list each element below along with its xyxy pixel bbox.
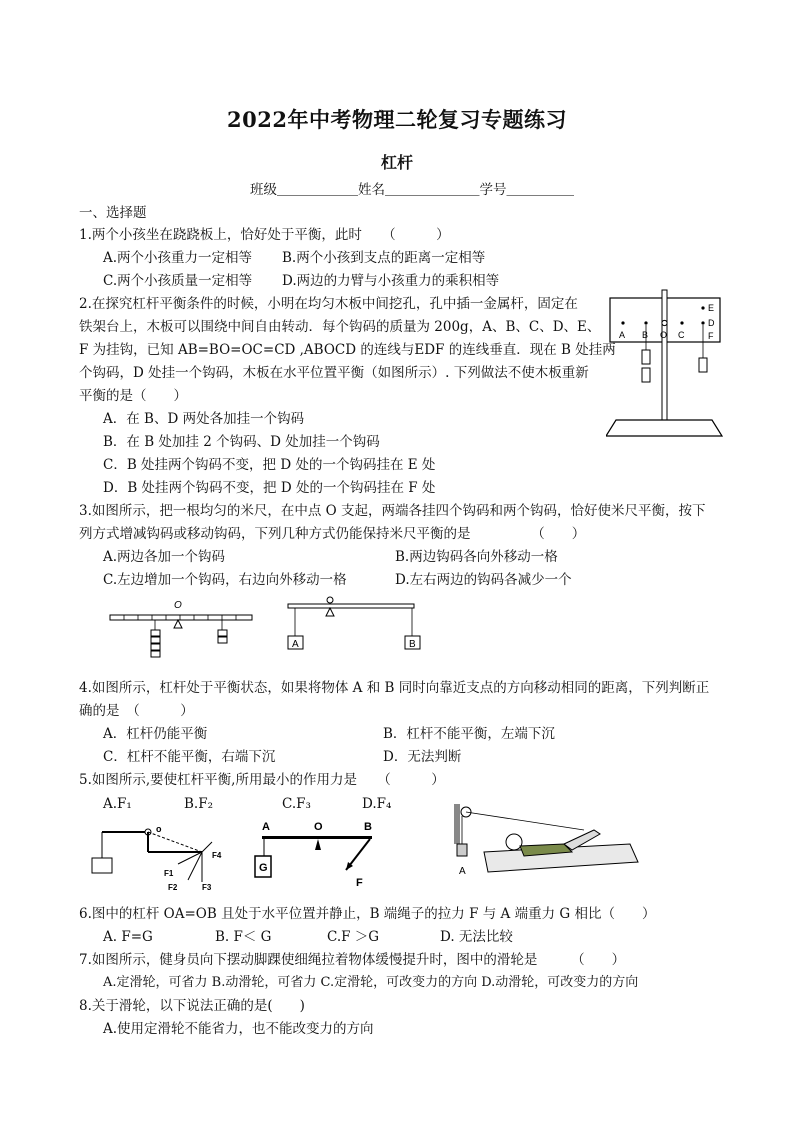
fulcrum-o (315, 839, 321, 850)
hook-b-dot (644, 321, 647, 324)
weight-d (699, 358, 707, 372)
arrow-f2 (188, 852, 202, 880)
weight-b-2 (642, 368, 650, 382)
q6-option-b: B. F＜ G (215, 929, 272, 945)
q3-option-a: A.两边各加一个钩码 (103, 549, 226, 565)
q5-option-c: C.F₃ (282, 796, 311, 812)
right-weight-2 (218, 637, 227, 643)
weight-g-label: G (259, 862, 268, 874)
q2-option-b: B．在 B 处加挂 2 个钩码、D 处加挂一个钩码 (103, 434, 380, 450)
q3-option-b: B.两边钩码各向外移动一格 (395, 549, 558, 565)
q1-option-c: C.两个小孩质量一定相等 (103, 273, 253, 289)
pivot-circle (327, 597, 333, 603)
lever-bar (288, 604, 414, 608)
q2-line-5: 平衡的是（ ） (79, 388, 187, 404)
label-b: B (642, 330, 649, 340)
pivot-triangle (174, 620, 182, 628)
label-f: F (708, 331, 714, 341)
hook-c-dot (680, 321, 683, 324)
left-weight-3 (151, 644, 160, 650)
left-weight-2 (151, 637, 160, 643)
q5-stem: 5.如图所示,要使杠杆平衡,所用最小的作用力是 （ ） (79, 772, 445, 788)
f2-label: F2 (168, 883, 178, 892)
student-info-line: 班级＿＿＿＿＿＿姓名＿＿＿＿＿＿＿学号＿＿＿＿＿ (250, 182, 574, 198)
hook-e-dot (701, 306, 704, 309)
force-f-label: F (356, 877, 363, 889)
q7-options: A.定滑轮，可省力 B.动滑轮，可省力 C.定滑轮，可改变力的方向 D.动滑轮，可改变力的方向 (103, 975, 639, 990)
q2-option-d: D．B 处挂两个钩码不变，把 D 处的一个钩码挂在 F 处 (103, 480, 436, 496)
block-b-label: B (409, 639, 416, 650)
q2-line-2: 铁架台上，木板可以围绕中间自由转动．每个钩码的质量为 200g，A、B、C、D、E、 (79, 319, 601, 335)
page-title: 2022年中考物理二轮复习专题练习 (227, 107, 567, 132)
q4-option-d: D．无法判断 (383, 749, 462, 765)
q6-option-a: A. F=G (103, 929, 153, 945)
point-a-label: A (262, 821, 270, 833)
weight-a-label: A (459, 866, 466, 877)
q7-stem: 7.如图所示，健身员向下摆动脚踝使细绳拉着物体缓慢提升时，图中的滑轮是 （ ） (79, 952, 626, 968)
q1-option-d: D.两边的力臂与小孩重力的乘积相等 (282, 273, 500, 289)
pivot-o-dot (662, 320, 667, 325)
label-e: E (708, 303, 715, 313)
q4-lever-figure (284, 592, 428, 656)
page-subtitle: 杠杆 (380, 153, 413, 172)
q2-option-a: A．在 B、D 两处各加挂一个钩码 (103, 411, 305, 427)
q4-line-2: 确的是 （ ） (79, 703, 194, 719)
lever-aob (262, 836, 372, 839)
point-b-label: B (364, 821, 372, 833)
right-weight-1 (218, 630, 227, 636)
q7-pulley-person-figure (454, 800, 640, 880)
stand-base (606, 420, 722, 436)
label-d: D (708, 318, 715, 328)
pivot-o-label: O (174, 600, 182, 611)
q3-option-d: D.左右两边的钩码各减少一个 (395, 572, 572, 588)
q5-bent-lever-figure (90, 818, 230, 898)
q6-stem: 6.图中的杠杆 OA=OB 且处于水平位置并静止，B 端绳子的拉力 F 与 A 端重力 G 相比（ ） (79, 906, 656, 922)
meter-stick (110, 615, 252, 620)
q3-line-1: 3.如图所示，把一根均匀的米尺，在中点 O 支起，两端各挂四个钩码和两个钩码，恰好使米尺平衡，按下 (79, 503, 706, 519)
dashed-line (148, 832, 202, 852)
pivot-o-label: o (156, 824, 162, 834)
label-o: O (660, 330, 668, 340)
hook-d-dot (701, 321, 704, 324)
q3-option-c: C.左边增加一个钩码，右边向外移动一格 (103, 572, 347, 588)
q8-stem: 8.关于滑轮，以下说法正确的是( ) (79, 998, 305, 1014)
q1-option-a: A.两个小孩重力一定相等 (103, 250, 253, 266)
metal-rod (662, 290, 667, 420)
fulcrum (326, 608, 334, 616)
q3-line-2: 列方式增减钩码或移动钩码，下列几种方式仍能保持米尺平衡的是 （ ） (79, 526, 586, 542)
q5-option-a: A.F₁ (103, 796, 132, 812)
arrow-f1 (178, 852, 202, 864)
q2-line-4: 个钩码，D 处挂一个钩码，木板在水平位置平衡（如图所示）. 下列做法不使木板重新 (79, 365, 589, 381)
q3-meter-stick-figure (108, 598, 258, 666)
left-weight-4 (151, 651, 160, 657)
q2-line-1: 2.在探究杠杆平衡条件的时候，小明在均匀木板中间挖孔，孔中插一金属杆，固定在 (79, 296, 578, 312)
q1-option-b: B.两个小孩到支点的距离一定相等 (282, 250, 486, 266)
weight-b-1 (642, 350, 650, 364)
point-o-label: O (314, 821, 323, 833)
f1-label: F1 (164, 869, 174, 878)
q1-stem: 1.两个小孩坐在跷跷板上，恰好处于平衡，此时 （ ） (79, 227, 450, 243)
q8-option-a: A.使用定滑轮不能省力，也不能改变力的方向 (103, 1021, 374, 1037)
q6-option-d: D. 无法比较 (440, 929, 513, 945)
left-weight-1 (151, 630, 160, 636)
hanging-weight (92, 858, 112, 873)
q6-lever-figure (248, 818, 388, 894)
rope-to-foot (466, 812, 584, 830)
q2-option-c: C．B 处挂两个钩码不变，把 D 处的一个钩码挂在 E 处 (103, 457, 436, 473)
block-a-label: A (292, 639, 299, 650)
section-heading: 一、选择题 (79, 205, 147, 221)
q2-lever-board-figure (606, 286, 726, 456)
f3-label: F3 (202, 883, 212, 892)
hook-a-dot (621, 321, 624, 324)
q4-line-1: 4.如图所示，杠杆处于平衡状态，如果将物体 A 和 B 同时向靠近支点的方向移动相同的距离，下列判断正 (79, 680, 710, 696)
person-head (506, 834, 522, 850)
label-a: A (619, 330, 626, 340)
q2-line-3: F 为挂钩，已知 AB=BO=OC=CD ,ABOCD 的连线与EDF 的连线垂直．现在 B 处挂两 (79, 342, 616, 358)
wall-bracket (454, 804, 460, 844)
q5-option-b: B.F₂ (184, 796, 213, 812)
label-c: C (678, 330, 685, 340)
weight-a (457, 844, 467, 856)
q4-option-b: B．杠杆不能平衡，左端下沉 (383, 726, 555, 742)
q5-option-d: D.F₄ (362, 796, 392, 812)
q6-option-c: C.F ＞G (327, 929, 380, 945)
q4-option-a: A．杠杆仍能平衡 (103, 726, 208, 742)
q4-option-c: C．杠杆不能平衡，右端下沉 (103, 749, 276, 765)
f4-label: F4 (212, 851, 222, 860)
arrow-f4 (202, 842, 212, 852)
